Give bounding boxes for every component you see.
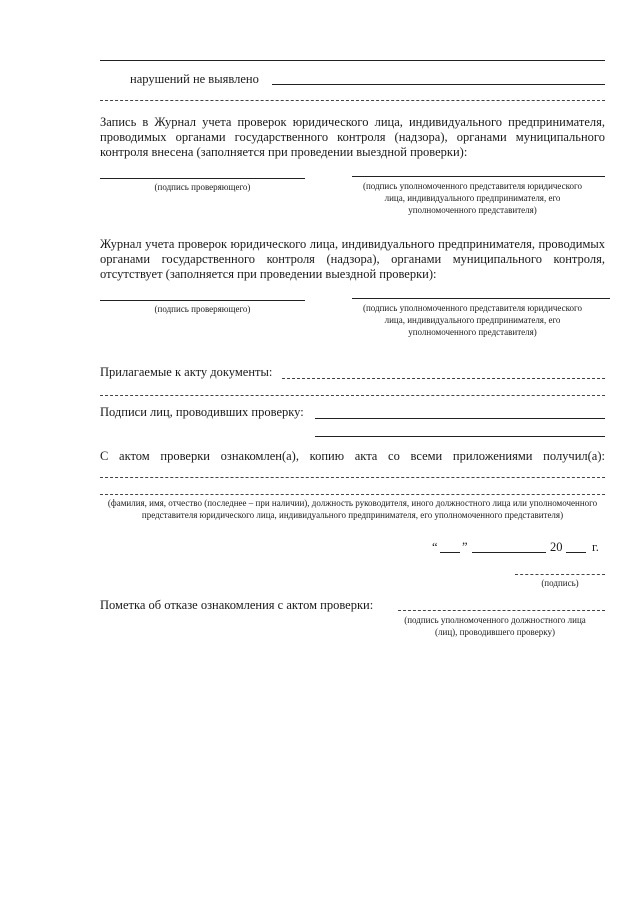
acquainted-text: С актом проверки ознакомлен(а), копию акта со всеми приложениями получил(а): [100,449,605,463]
signature-caption: (подпись) [541,578,579,588]
signatures-label: Подписи лиц, проводивших проверку: [100,405,304,419]
signature-line[interactable] [515,574,605,575]
date-day-line[interactable] [440,552,460,553]
top-line [100,60,605,61]
signatures-line-1[interactable] [315,418,605,419]
refusal-line[interactable] [398,610,605,611]
inspector-signature-caption-1: (подпись проверяющего) [154,182,251,192]
date-close-quote: ” [462,540,468,554]
acquainted-line-2[interactable] [100,494,605,495]
attached-docs-line-2[interactable] [100,395,605,396]
representative-signature-caption-1: (подпись уполномоченного представителя юридического лица, индивидуального предпринимателя, его уполномоченного представителя) [362,181,583,215]
representative-signature-line-1[interactable] [352,176,605,177]
inspector-signature-line-1[interactable] [100,178,305,179]
representative-signature-caption-2: (подпись уполномоченного представителя юридического лица, индивидуального предпринимателя, его уполномоченного представителя) [362,303,583,337]
date-year-line[interactable] [566,552,586,553]
acquainted-line-1[interactable] [100,477,605,478]
date-open-quote: “ [432,540,438,554]
no-violations-label: нарушений не выявлено [130,72,259,86]
refusal-label: Пометка об отказе ознакомления с актом проверки: [100,598,374,612]
date-month-line[interactable] [472,552,546,553]
date-year-suffix: г. [592,540,599,554]
refusal-caption: (подпись уполномоченного должностного лица (лиц), проводившего проверку) [404,615,586,637]
inspector-signature-caption-2: (подпись проверяющего) [154,304,251,314]
journal-entry-text: Запись в Журнал учета проверок юридического лица, индивидуального предпринимателя, проводимых органами государственного контроля (надзора), органами муниципального контроля внесена (заполняется при проведении выездной проверки): [100,115,605,159]
signatures-line-2[interactable] [315,436,605,437]
separator-line [100,100,605,101]
attached-docs-line-1[interactable] [282,378,605,379]
journal-absent-text: Журнал учета проверок юридического лица, индивидуального предпринимателя, проводимых органами государственного контроля (надзора), органами муниципального контроля, отсутствует (заполняется при проведении выездной проверки): [100,237,605,281]
inspector-signature-line-2[interactable] [100,300,305,301]
representative-signature-line-2[interactable] [352,298,610,299]
attached-docs-label: Прилагаемые к акту документы: [100,365,273,379]
no-violations-line[interactable] [272,84,605,85]
acquainted-caption: (фамилия, имя, отчество (последнее – при наличии), должность руководителя, иного должностного лица или уполномоченного представителя юридического лица, индивидуального предпринимателя, его уполномоченного представителя) [107,498,598,520]
date-year-prefix: 20 [550,540,563,554]
